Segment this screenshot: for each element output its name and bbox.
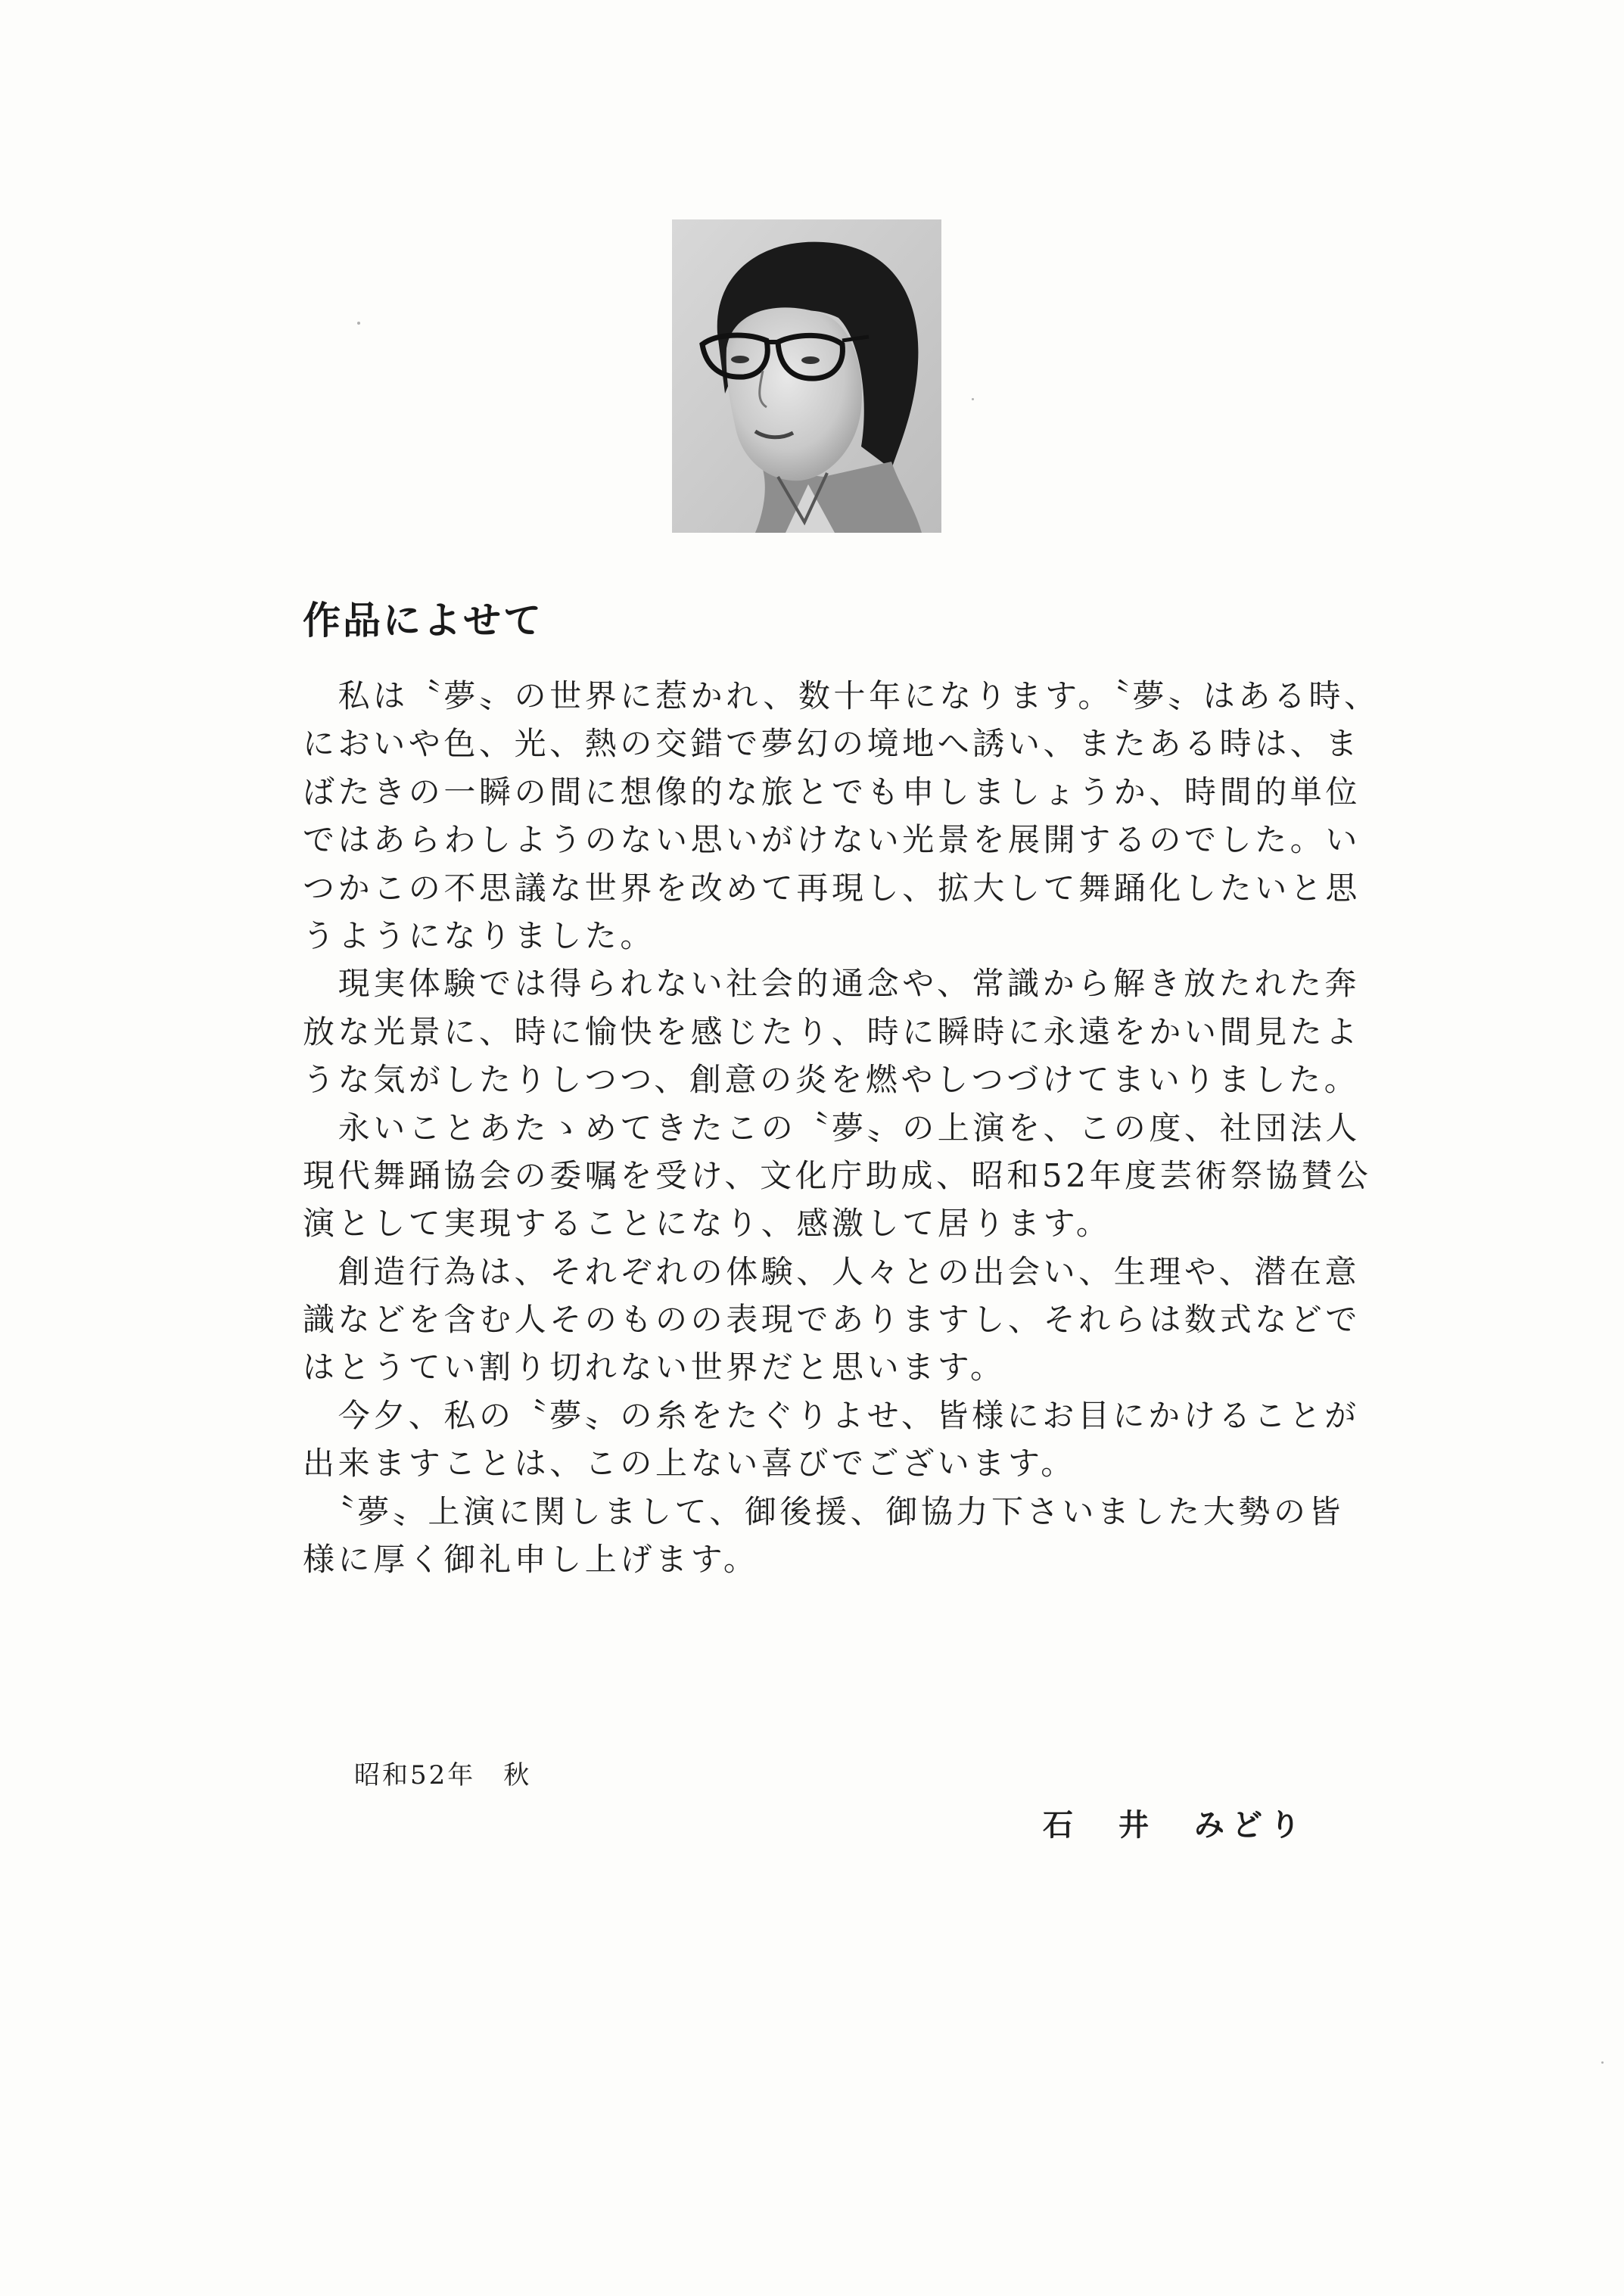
paper-speck: [1601, 2061, 1604, 2064]
page-heading: 作品によせて: [303, 599, 543, 642]
essay-line: においや色、光、熱の交錯で夢幻の境地へ誘い、またある時は、ま: [303, 725, 1361, 763]
essay-line: 放な光景に、時に愉快を感じたり、時に瞬時に永遠をかい間見たよ: [303, 1013, 1361, 1050]
author-signature: 石 井 みどり: [1043, 1808, 1308, 1843]
essay-line: はとうてい割り切れない世界だと思います。: [303, 1349, 1006, 1386]
essay-line: 永いことあたゝめてきたこの〝夢〟の上演を、この度、社団法人: [303, 1109, 1361, 1146]
essay-line: うな気がしたりしつつ、創意の炎を燃やしつづけてまいりました。: [303, 1061, 1360, 1099]
essay-line: 今夕、私の〝夢〟の糸をたぐりよせ、皆様にお目にかけることが: [303, 1396, 1360, 1434]
essay-line: つかこの不思議な世界を改めて再現し、拡大して舞踊化したいと思: [303, 869, 1361, 907]
essay-line: 創造行為は、それぞれの体験、人々との出会い、生理や、潜在意: [303, 1252, 1361, 1290]
essay-line: 現代舞踊協会の委嘱を受け、文化庁助成、昭和52年度芸術祭協賛公: [303, 1156, 1372, 1194]
essay-line: ではあらわしようのない思いがけない光景を展開するのでした。い: [303, 821, 1361, 859]
essay-line: 様に厚く御礼申し上げます。: [303, 1541, 759, 1579]
essay-line: 識などを含む人そのものの表現でありますし、それらは数式などで: [303, 1301, 1361, 1339]
essay-body: [303, 672, 1380, 1583]
essay-line: ばたきの一瞬の間に想像的な旅とでも申しましょうか、時間的単位: [303, 773, 1361, 810]
author-portrait-photo: [672, 219, 941, 533]
essay-line: 出来ますことは、この上ない喜びでございます。: [303, 1445, 1076, 1482]
essay-line: 現実体験では得られない社会的通念や、常識から解き放たれた奔: [303, 965, 1361, 1003]
essay-line: 私は〝夢〟の世界に惹かれ、数十年になります。〝夢〟はある時、: [303, 677, 1380, 714]
paper-speck: [972, 398, 974, 400]
essay-line: 〝夢〟上演に関しまして、御後援、御協力下さいました大勢の皆: [303, 1492, 1345, 1530]
date-line: 昭和52年 秋: [354, 1760, 532, 1790]
essay-line: 演として実現することになり、感激して居ります。: [303, 1205, 1112, 1243]
paper-speck: [357, 322, 360, 325]
essay-line: うようになりました。: [303, 916, 656, 954]
